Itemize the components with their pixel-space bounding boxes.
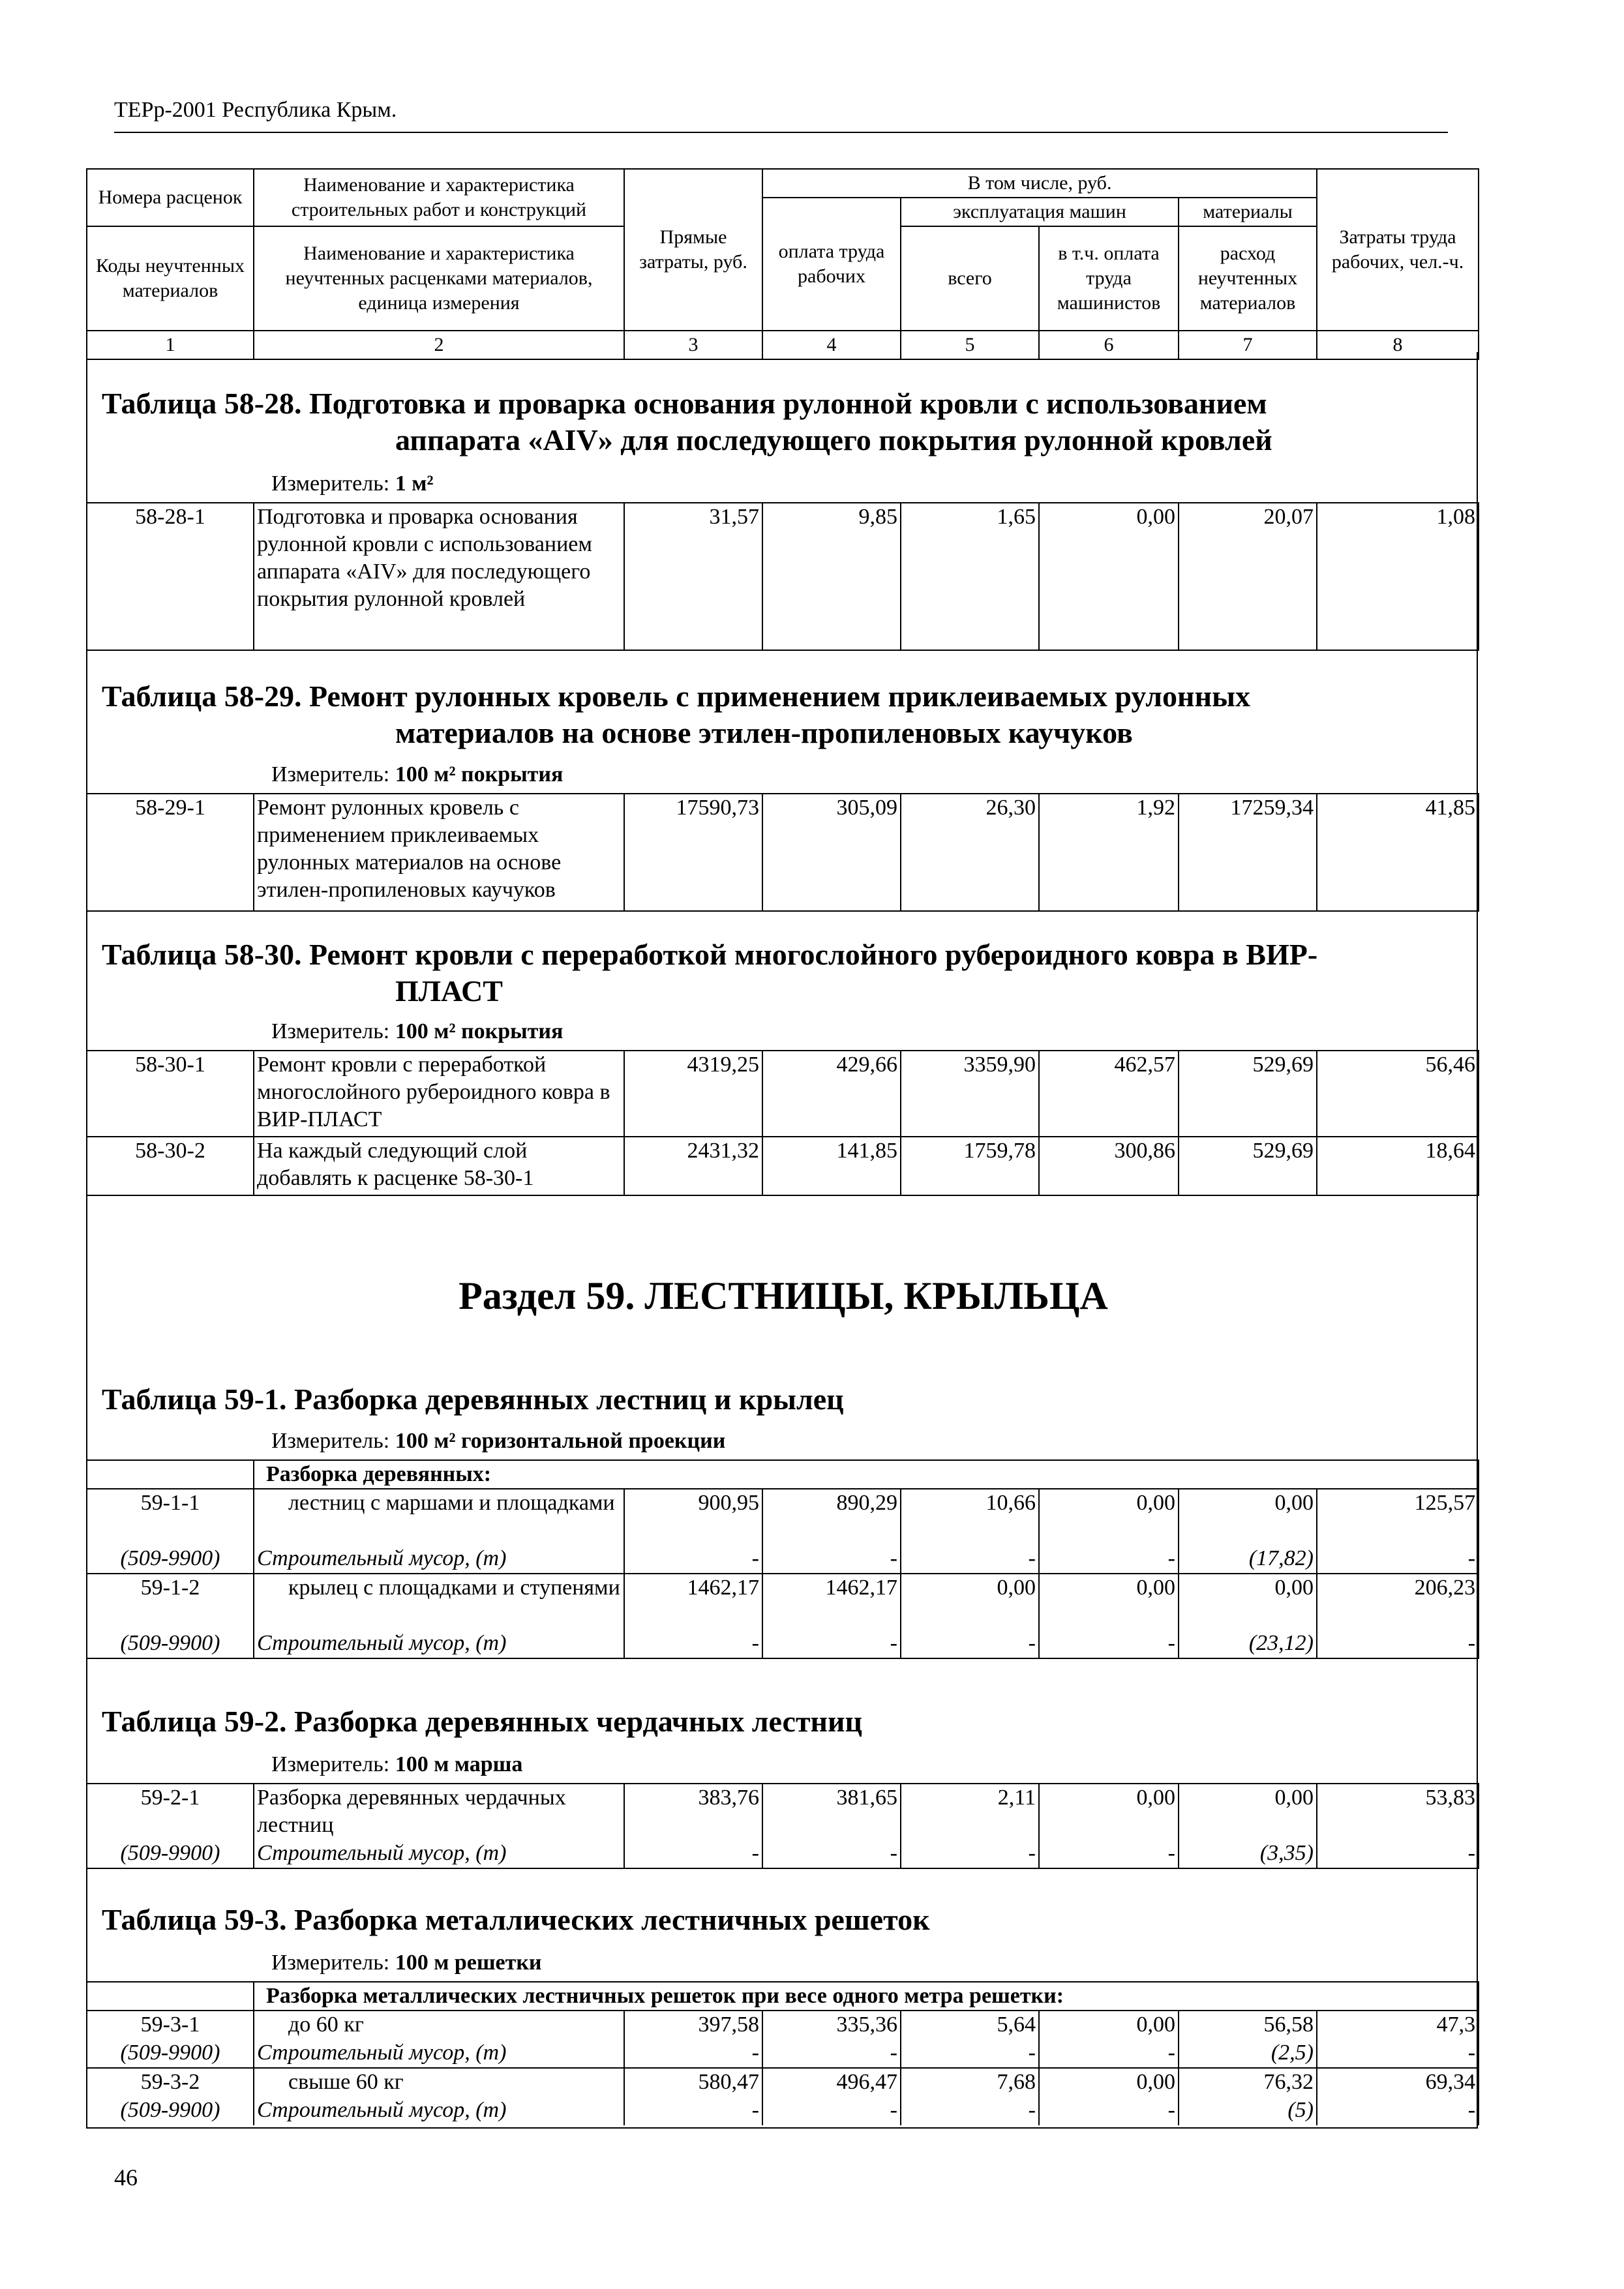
- subheader-row: Разборка металлических лестничных решеток при весе одного метра решетки:: [87, 1982, 1479, 2011]
- section-title: Раздел 59. ЛЕСТНИЦЫ, КРЫЛЬЦА: [459, 1274, 1108, 1317]
- table-title-58-29: Таблица 58-29. Ремонт рулонных кровель с применением приклеиваемых рулонных материалов на основе этилен-пропиленовых каучуков: [102, 680, 1250, 749]
- hdr-col-number: 6: [1039, 331, 1179, 359]
- hdr-codes-top: Номера расценок: [87, 169, 254, 226]
- header-rule: [114, 132, 1448, 133]
- hdr-codes-bottom: Коды неучтенных материалов: [87, 226, 254, 331]
- table-row: 58-30-2 На каждый следующий слой добавлять к расценке 58-30-1 2431,32 141,85 1759,78 300,86 529,69 18,64: [87, 1137, 1479, 1195]
- material-row: (509-9900) Строительный мусор, (т) - - - - (17,82) -: [87, 1545, 1479, 1574]
- rates-table-59-2: [86, 1783, 1479, 1869]
- running-header: ТЕРр-2001 Республика Крым.: [114, 98, 397, 122]
- table-row: 59-3-2 свыше 60 кг 580,47 496,47 7,68 0,00 76,32 69,34: [87, 2068, 1479, 2097]
- hdr-col-number: 1: [87, 331, 254, 359]
- material-row: (509-9900) Строительный мусор, (т) - - - - (5) -: [87, 2097, 1479, 2125]
- material-row: (509-9900) Строительный мусор, (т) - - - - (2,5) -: [87, 2039, 1479, 2068]
- hdr-col-number: 7: [1179, 331, 1317, 359]
- hdr-unaccounted-materials: расход неучтенных материалов: [1179, 226, 1317, 331]
- measure-59-2: Измеритель: 100 м марша: [271, 1752, 523, 1776]
- hdr-machines-total: всего: [901, 226, 1039, 331]
- hdr-machinists-pay: в т.ч. оплата труда машинистов: [1039, 226, 1179, 331]
- rates-table-58-29: [86, 793, 1479, 912]
- table-row: 59-1-1 лестниц с маршами и площадками 900,95 890,29 10,66 0,00 0,00 125,57: [87, 1489, 1479, 1545]
- measure-58-29: Измеритель: 100 м² покрытия: [271, 762, 564, 786]
- hdr-including: В том числе, руб.: [762, 169, 1317, 198]
- measure-59-1: Измеритель: 100 м² горизонтальной проекции: [271, 1429, 726, 1453]
- table-title-58-30: Таблица 58-30. Ремонт кровли с переработкой многослойного рубероидного ковра в ВИР- ПЛАСТ: [102, 938, 1318, 1008]
- column-header-table: [86, 168, 1479, 360]
- hdr-col-number: 4: [762, 331, 901, 359]
- hdr-machines: эксплуатация машин: [901, 198, 1179, 226]
- table-row: 58-28-1 Подготовка и проварка основания рулонной кровли с использованием аппарата «AIV» для последующего покрытия рулонной кровлей 31,57 9,85 1,65 0,00 20,07 1,08: [87, 503, 1479, 650]
- hdr-workers-pay: оплата труда рабочих: [762, 198, 901, 331]
- table-title-59-1: Таблица 59-1. Разборка деревянных лестниц и крылец: [102, 1383, 844, 1416]
- page-number: 46: [114, 2164, 138, 2191]
- table-row: 59-1-2 крылец с площадками и ступенями 1462,17 1462,17 0,00 0,00 0,00 206,23: [87, 1574, 1479, 1630]
- hdr-col-number: 3: [624, 331, 762, 359]
- hdr-names-top: Наименование и характеристика строительных работ и конструкций: [254, 169, 624, 226]
- content-frame: [86, 352, 1478, 2129]
- measure-58-28: Измеритель: 1 м²: [271, 471, 434, 496]
- measure-58-30: Измеритель: 100 м² покрытия: [271, 1019, 564, 1043]
- subheader-row: Разборка деревянных:: [87, 1460, 1479, 1489]
- hdr-col-number: 2: [254, 331, 624, 359]
- hdr-col-number: 8: [1317, 331, 1479, 359]
- table-row: 59-2-1 Разборка деревянных чердачных лестниц 383,76 381,65 2,11 0,00 0,00 53,83: [87, 1784, 1479, 1840]
- table-title-59-2: Таблица 59-2. Разборка деревянных чердачных лестниц: [102, 1705, 863, 1738]
- table-title-58-28: Таблица 58-28. Подготовка и проварка основания рулонной кровли с использованием аппарата «AIV» для последующего покрытия рулонной кровлей: [102, 387, 1272, 456]
- table-row: 58-29-1 Ремонт рулонных кровель с применением приклеиваемых рулонных материалов на основе этилен-пропиленовых каучуков 17590,73 305,09 26,30 1,92 17259,34 41,85: [87, 794, 1479, 911]
- hdr-col-number: 5: [901, 331, 1039, 359]
- table-title-59-3: Таблица 59-3. Разборка металлических лестничных решеток: [102, 1903, 930, 1936]
- measure-59-3: Измеритель: 100 м решетки: [271, 1951, 542, 1975]
- material-row: (509-9900) Строительный мусор, (т) - - - - (23,12) -: [87, 1630, 1479, 1658]
- hdr-direct-costs: Прямые затраты, руб.: [624, 169, 762, 331]
- table-row: 58-30-1 Ремонт кровли с переработкой многослойного рубероидного ковра в ВИР-ПЛАСТ 4319,25 429,66 3359,90 462,57 529,69 56,46: [87, 1051, 1479, 1137]
- hdr-labor-costs: Затраты труда рабочих, чел.-ч.: [1317, 169, 1479, 331]
- hdr-names-bottom: Наименование и характеристика неучтенных расценками материалов, единица измерения: [254, 226, 624, 331]
- rates-table-59-3: [86, 1981, 1479, 2125]
- table-row: 59-3-1 до 60 кг 397,58 335,36 5,64 0,00 56,58 47,3: [87, 2011, 1479, 2039]
- rates-table-58-30: [86, 1050, 1479, 1196]
- hdr-materials: материалы: [1179, 198, 1317, 226]
- rates-table-59-1: [86, 1459, 1479, 1659]
- material-row: (509-9900) Строительный мусор, (т) - - - - (3,35) -: [87, 1840, 1479, 1868]
- rates-table-58-28: [86, 502, 1479, 651]
